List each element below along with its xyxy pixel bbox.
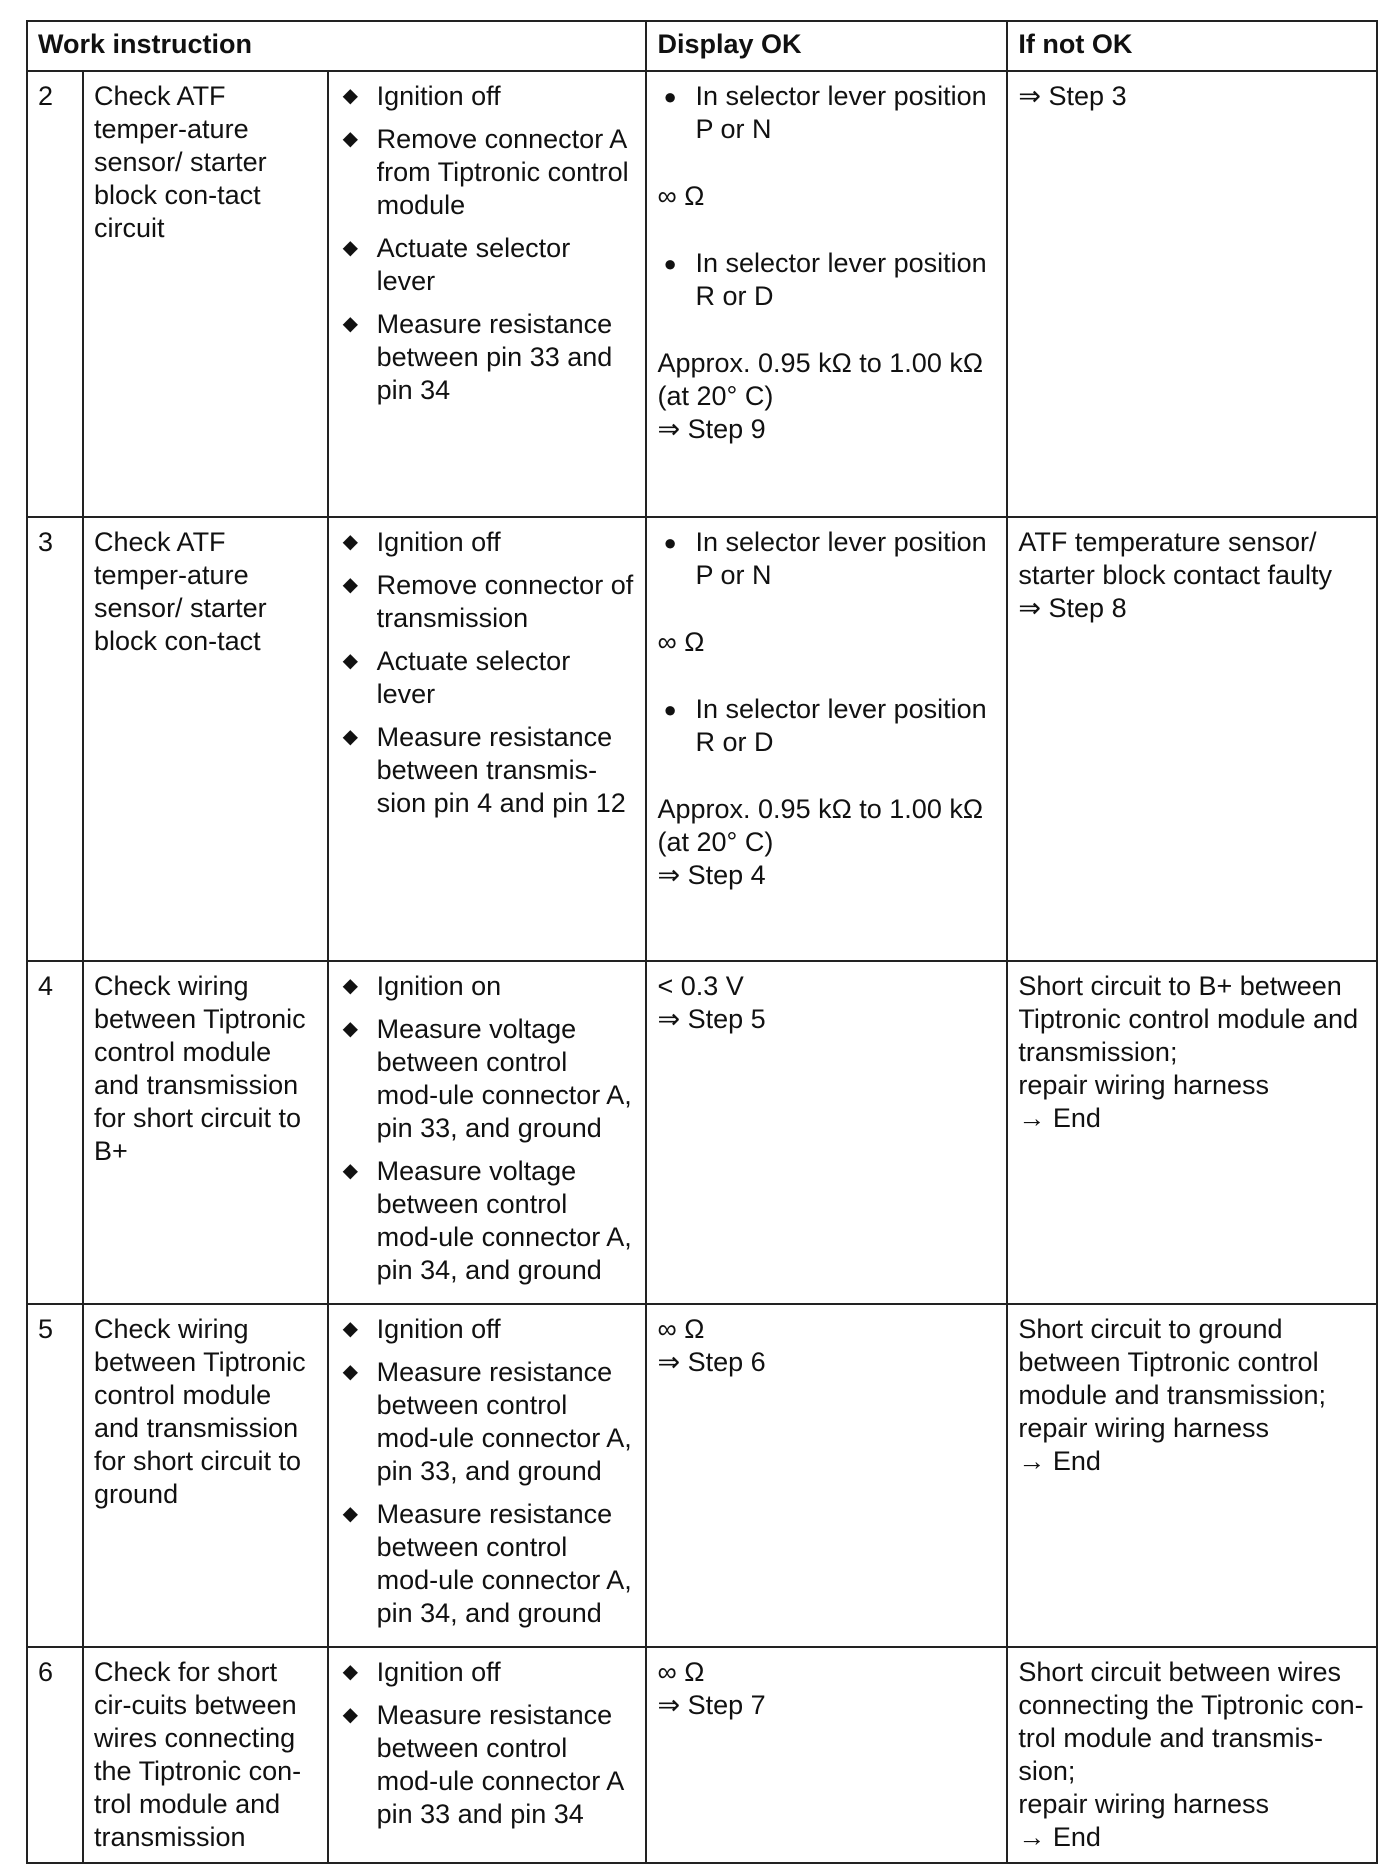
action-item: ◆ Ignition on xyxy=(342,971,502,1001)
ok-value: Approx. 0.95 kΩ to 1.00 kΩ (at 20° C) xyxy=(657,348,984,411)
action-item: ◆ Ignition off xyxy=(342,1657,501,1687)
work-instruction-table xyxy=(26,20,1378,1864)
ok-next-step: ⇒ Step 9 xyxy=(657,414,766,444)
if-not-ok-cell: ATF temperature sensor/ starter block contact faulty ⇒ Step 8 xyxy=(1007,517,1377,961)
ok-value: ∞ Ω xyxy=(657,181,705,211)
action-item: ◆ Actuate selector lever xyxy=(342,233,571,296)
table-row xyxy=(27,1304,1377,1647)
display-ok-cell: ∞ Ω ⇒ Step 6 xyxy=(646,1304,1007,1647)
action-item: ◆ Measure resistance between control mod-ule connector A, pin 34, and ground xyxy=(342,1499,632,1628)
step-actions xyxy=(328,517,647,961)
action-item: ◆ Measure voltage between control mod-ule connector A, pin 33, and ground xyxy=(342,1014,632,1143)
display-ok-cell xyxy=(646,517,1007,961)
action-item: ◆ Measure resistance between pin 33 and pin 34 xyxy=(342,309,613,405)
header-work-instruction: Work instruction xyxy=(27,21,646,71)
ok-value: Approx. 0.95 kΩ to 1.00 kΩ (at 20° C) xyxy=(657,794,984,857)
header-if-not-ok: If not OK xyxy=(1007,21,1377,71)
step-actions xyxy=(328,1647,647,1863)
step-description: Check ATF temper-ature sensor/ starter block con-tact circuit xyxy=(83,71,328,517)
step-number: 2 xyxy=(27,71,83,517)
action-item: ◆ Ignition off xyxy=(342,527,501,557)
display-ok-cell xyxy=(646,71,1007,517)
display-ok-cell: ∞ Ω ⇒ Step 7 xyxy=(646,1647,1007,1863)
table-row xyxy=(27,1647,1377,1863)
header-display-ok: Display OK xyxy=(646,21,1007,71)
action-item: ◆ Remove connector A from Tiptronic control module xyxy=(342,124,629,220)
action-item: ◆ Actuate selector lever xyxy=(342,646,571,709)
step-description: Check wiring between Tiptronic control module and transmission for short circuit to ground xyxy=(83,1304,328,1647)
step-description: Check ATF temper-ature sensor/ starter block con-tact xyxy=(83,517,328,961)
step-number: 4 xyxy=(27,961,83,1304)
action-item: ◆ Measure resistance between control mod-ule connector A, pin 33, and ground xyxy=(342,1357,632,1486)
ok-value: ∞ Ω xyxy=(657,627,705,657)
step-number: 6 xyxy=(27,1647,83,1863)
step-description: Check for short cir-cuits between wires connecting the Tiptronic con-trol module and transmission xyxy=(83,1647,328,1863)
ok-condition: ● In selector lever position P or N xyxy=(663,527,987,590)
action-item: ◆ Ignition off xyxy=(342,1314,501,1344)
step-number: 3 xyxy=(27,517,83,961)
if-not-ok-cell: Short circuit to ground between Tiptronic control module and transmission; repair wiring harness → End xyxy=(1007,1304,1377,1647)
step-actions xyxy=(328,961,647,1304)
step-number: 5 xyxy=(27,1304,83,1647)
action-item: ◆ Measure voltage between control mod-ule connector A, pin 34, and ground xyxy=(342,1156,632,1285)
action-item: ◆ Ignition off xyxy=(342,81,501,111)
ok-next-step: ⇒ Step 4 xyxy=(657,860,766,890)
action-item: ◆ Remove connector of transmission xyxy=(342,570,634,633)
ok-condition: ● In selector lever position P or N xyxy=(663,81,987,144)
step-actions xyxy=(328,1304,647,1647)
step-actions xyxy=(328,71,647,517)
display-ok-cell: < 0.3 V ⇒ Step 5 xyxy=(646,961,1007,1304)
table-row xyxy=(27,517,1377,961)
header-row xyxy=(27,21,1377,71)
action-item: ◆ Measure resistance between control mod-ule connector A pin 33 and pin 34 xyxy=(342,1700,623,1829)
if-not-ok-cell: Short circuit to B+ between Tiptronic control module and transmission; repair wiring harness → End xyxy=(1007,961,1377,1304)
step-description: Check wiring between Tiptronic control module and transmission for short circuit to B+ xyxy=(83,961,328,1304)
action-item: ◆ Measure resistance between transmis-sion pin 4 and pin 12 xyxy=(342,722,626,818)
ok-condition: ● In selector lever position R or D xyxy=(663,248,987,311)
table-row xyxy=(27,961,1377,1304)
if-not-ok-cell: ⇒ Step 3 xyxy=(1007,71,1377,517)
if-not-ok-cell: Short circuit between wires connecting the Tiptronic con-trol module and transmis-sion; repair wiring harness → End xyxy=(1007,1647,1377,1863)
ok-condition: ● In selector lever position R or D xyxy=(663,694,987,757)
table-row xyxy=(27,71,1377,517)
